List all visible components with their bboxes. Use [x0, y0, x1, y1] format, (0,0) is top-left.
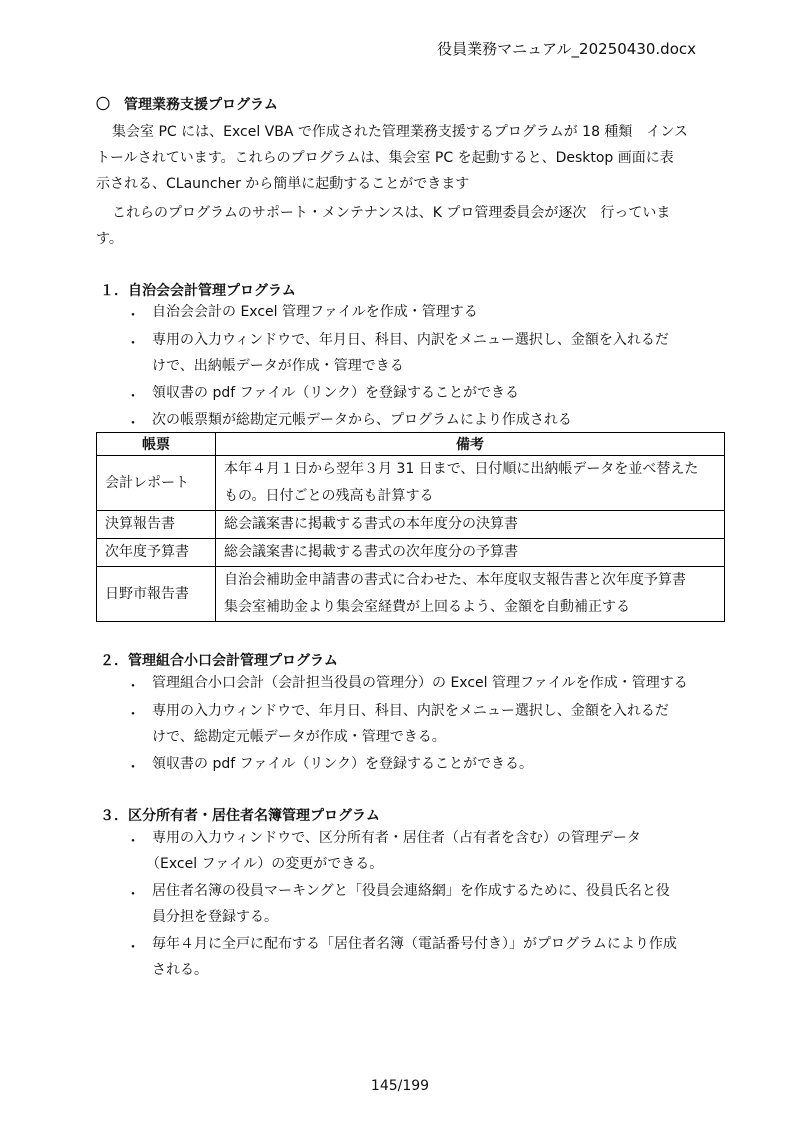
- column-header: 帳票: [97, 433, 216, 456]
- list-item: 専用の入力ウィンドウで、年月日、科目、内訳をメニュー選択し、金額を入れるだ: [152, 703, 669, 719]
- table-cell: 総会議案書に掲載する書式の次年度分の予算書: [216, 539, 725, 567]
- page-number: 145/199: [370, 1078, 430, 1094]
- list-item-cont: される。: [152, 962, 208, 978]
- intro-line: これらのプログラムのサポート・メンテナンスは、K プロ管理委員会が逐次 行っていま: [112, 205, 671, 221]
- intro-line: 集会室 PC には、Excel VBA で作成された管理業務支援するプログラムが 18 種類 インス: [112, 124, 689, 140]
- list-item: 領収書の pdf ファイル（リンク）を登録することができる: [152, 385, 520, 401]
- cell-line: 集会室補助金より集会室経費が上回るよう、金額を自動補正する: [224, 599, 630, 615]
- list-item-cont: （Excel ファイル）の変更ができる。: [146, 856, 384, 872]
- bullet-mark: ・: [126, 308, 140, 324]
- intro-heading: 〇 管理業務支援プログラム: [96, 97, 278, 113]
- intro-line: す。: [96, 231, 123, 247]
- table-cell: 会計レポート: [97, 456, 216, 511]
- bullet-mark: ・: [126, 336, 140, 352]
- intro-line: 示される、CLauncher から簡単に起動することができます: [96, 176, 470, 192]
- table-cell: [216, 567, 725, 622]
- table-cell: 総会議案書に掲載する書式の本年度分の決算書: [216, 511, 725, 539]
- list-item: 居住者名簿の役員マーキングと「役員会連絡網」を作成するために、役員氏名と役: [152, 883, 670, 899]
- document-filename: 役員業務マニュアル_20250430.docx: [437, 40, 696, 58]
- table-cell: [216, 456, 725, 511]
- list-item: 自治会会計の Excel 管理ファイルを作成・管理する: [152, 304, 478, 320]
- cell-line: 本年４月１日から翌年３月 31 日まで、日付順に出納帳データを並べ替えた: [224, 461, 699, 477]
- table-row: [97, 456, 725, 511]
- list-item: 次の帳票類が総勘定元帳データから、プログラムにより作成される: [152, 412, 572, 428]
- list-item: 領収書の pdf ファイル（リンク）を登録することができる。: [152, 756, 534, 772]
- table-cell: 日野市報告書: [97, 567, 216, 622]
- list-item-cont: 員分担を登録する。: [152, 909, 278, 925]
- report-table: [96, 432, 725, 622]
- bullet-mark: ・: [126, 416, 140, 432]
- list-item: 毎年４月に全戸に配布する「居住者名簿（電話番号付き）」がプログラムにより作成: [152, 936, 677, 952]
- intro-line: トールされています。これらのプログラムは、集会室 PC を起動すると、Desktop 画面に表: [96, 150, 674, 166]
- bullet-mark: ・: [126, 389, 140, 405]
- bullet-mark: ・: [126, 834, 140, 850]
- bullet-mark: ・: [126, 707, 140, 723]
- list-item: 専用の入力ウィンドウで、区分所有者・居住者（占有者を含む）の管理データ: [152, 830, 641, 846]
- bullet-mark: ・: [126, 760, 140, 776]
- table-cell: 次年度予算書: [97, 539, 216, 567]
- section-title: ３．区分所有者・居住者名簿管理プログラム: [100, 808, 380, 824]
- table-row: [97, 539, 725, 567]
- table-cell: 決算報告書: [97, 511, 216, 539]
- section-title: ２．管理組合小口会計管理プログラム: [100, 653, 338, 669]
- bullet-mark: ・: [126, 679, 140, 695]
- list-item-cont: けで、総勘定元帳データが作成・管理できる。: [152, 729, 446, 745]
- cell-line: 自治会補助金申請書の書式に合わせた、本年度収支報告書と次年度予算書: [224, 572, 686, 588]
- bullet-mark: ・: [126, 887, 140, 903]
- list-item: 専用の入力ウィンドウで、年月日、科目、内訳をメニュー選択し、金額を入れるだ: [152, 332, 669, 348]
- list-item: 管理組合小口会計（会計担当役員の管理分）の Excel 管理ファイルを作成・管理する: [152, 675, 688, 691]
- cell-line: もの。日付ごとの残高も計算する: [224, 488, 434, 504]
- table-row: [97, 511, 725, 539]
- bullet-mark: ・: [126, 940, 140, 956]
- table-row: [97, 567, 725, 622]
- list-item-cont: けで、出納帳データが作成・管理できる: [152, 358, 404, 374]
- table-header-row: [97, 433, 725, 456]
- section-title: １．自治会会計管理プログラム: [100, 283, 296, 299]
- column-header: 備考: [216, 433, 725, 456]
